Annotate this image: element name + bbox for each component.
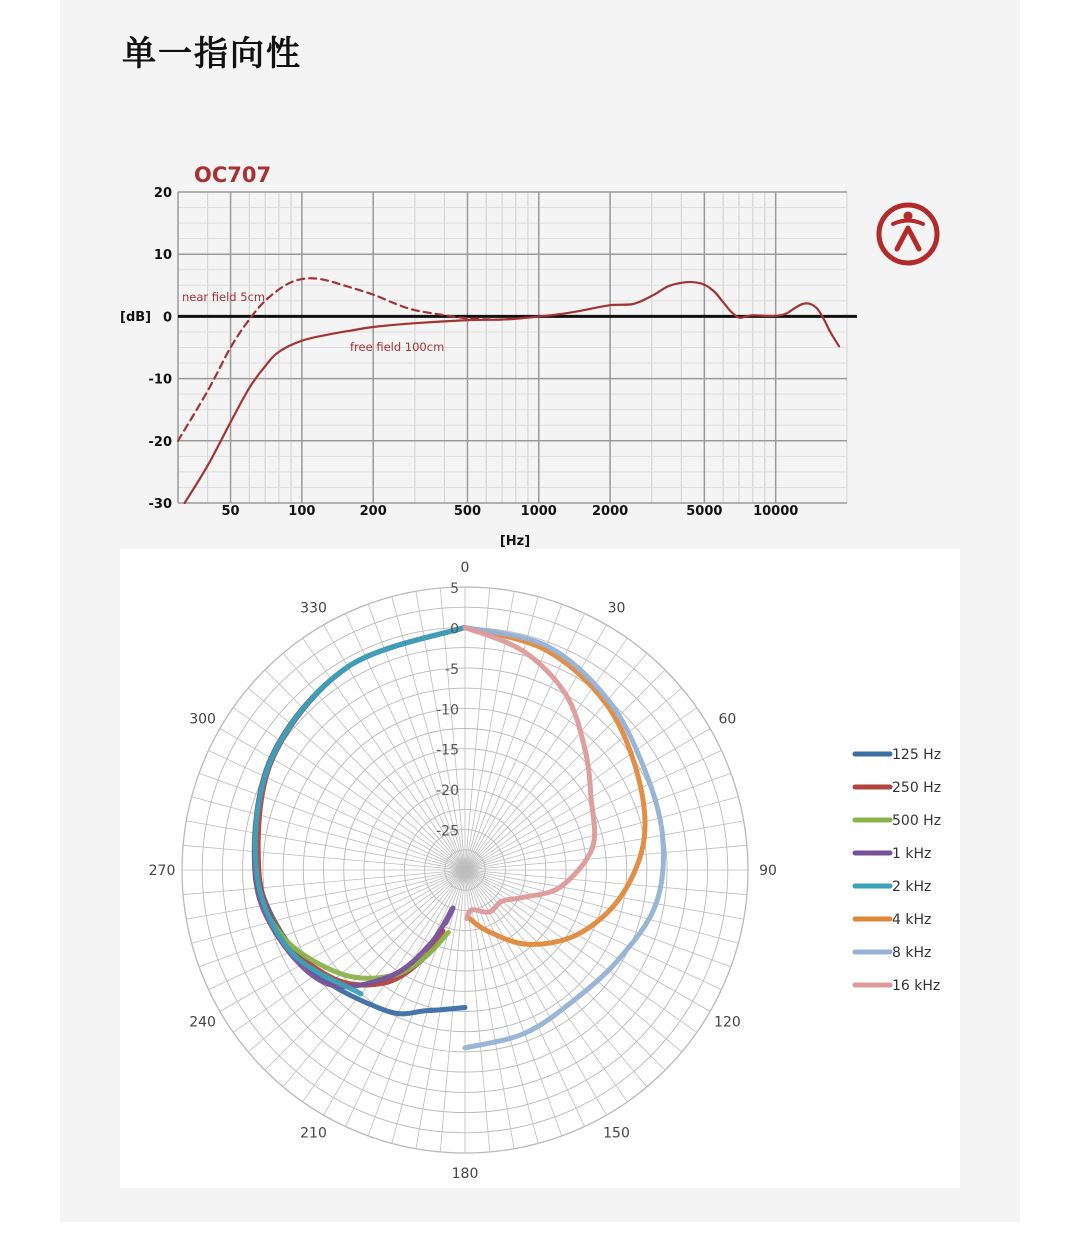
legend-label: 500 Hz [892,813,942,829]
polar-spoke [345,870,465,1127]
x-tick-label: 200 [359,504,387,519]
polar-legend [855,747,941,994]
polar-spoke [209,750,466,870]
polar-pattern-chart [120,549,960,1188]
radial-label: -15 [436,742,459,759]
polar-chart-panel [120,549,960,1188]
radial-label: 0 [450,621,459,638]
x-tick-label: 50 [221,504,240,519]
polar-spoke [465,797,738,870]
near-field-label: near field 5cm [182,290,266,304]
polar-spoke [183,870,465,895]
angle-label: 150 [603,1125,630,1142]
polar-series-curve [254,627,465,986]
fr-x-axis-label: [Hz] [499,534,531,549]
x-tick-label: 1000 [520,504,557,519]
y-tick-label: 0 [162,310,172,326]
legend-label: 8 kHz [892,945,932,961]
radial-label: 5 [450,581,459,597]
angle-label: 30 [607,600,626,617]
polar-spoke [465,870,585,1127]
legend-label: 250 Hz [892,780,942,796]
fr-x-ticks [222,504,799,519]
x-tick-label: 5000 [686,504,723,519]
page-title: 单一指向性 [122,34,302,74]
legend-label: 2 kHz [892,879,932,895]
y-tick-label: -10 [148,372,172,388]
y-tick-label: 20 [153,186,172,201]
polar-spoke [199,773,465,870]
legend-label: 1 kHz [892,846,932,862]
radial-label: -5 [445,661,459,678]
fr-grid [178,192,857,503]
angle-label: 240 [189,1014,216,1031]
x-tick-label: 500 [453,504,482,519]
legend-label: 4 kHz [892,912,932,928]
legend-label: 16 kHz [892,978,941,994]
y-tick-label: 10 [153,248,172,264]
fr-y-axis-label: [dB] [120,310,152,325]
y-tick-label: -20 [148,434,172,450]
x-tick-label: 100 [288,504,316,519]
angle-label: 270 [148,863,176,879]
fr-series [178,278,839,503]
x-tick-label: 10000 [753,504,799,519]
radial-label: -10 [436,702,459,719]
polar-spoke [192,797,465,870]
legend-label: 125 Hz [892,747,942,763]
angle-label: 210 [300,1125,327,1142]
angle-label: 60 [718,711,737,728]
angle-label: 180 [451,1166,479,1182]
polar-spoke [465,845,747,870]
angle-label: 120 [714,1014,741,1031]
fr-chart-title: OC707 [194,163,272,187]
polar-spoke [465,870,738,943]
polar-spoke [183,845,465,870]
angle-label: 0 [460,560,470,576]
angle-label: 90 [759,863,777,879]
y-tick-label: -30 [148,497,172,512]
fr-y-ticks [149,186,173,512]
polar-spoke [465,870,747,895]
angle-label: 300 [189,711,216,728]
free-field-label: free field 100cm [350,340,445,354]
polar-spoke [465,773,731,870]
radial-label: -20 [436,783,459,800]
x-tick-label: 2000 [592,504,629,519]
brand-logo-icon [879,205,937,263]
radial-label: -25 [436,823,459,840]
polar-spoke [465,870,722,990]
angle-label: 330 [300,600,327,617]
frequency-response-chart [110,150,950,550]
polar-spoke [192,870,465,943]
